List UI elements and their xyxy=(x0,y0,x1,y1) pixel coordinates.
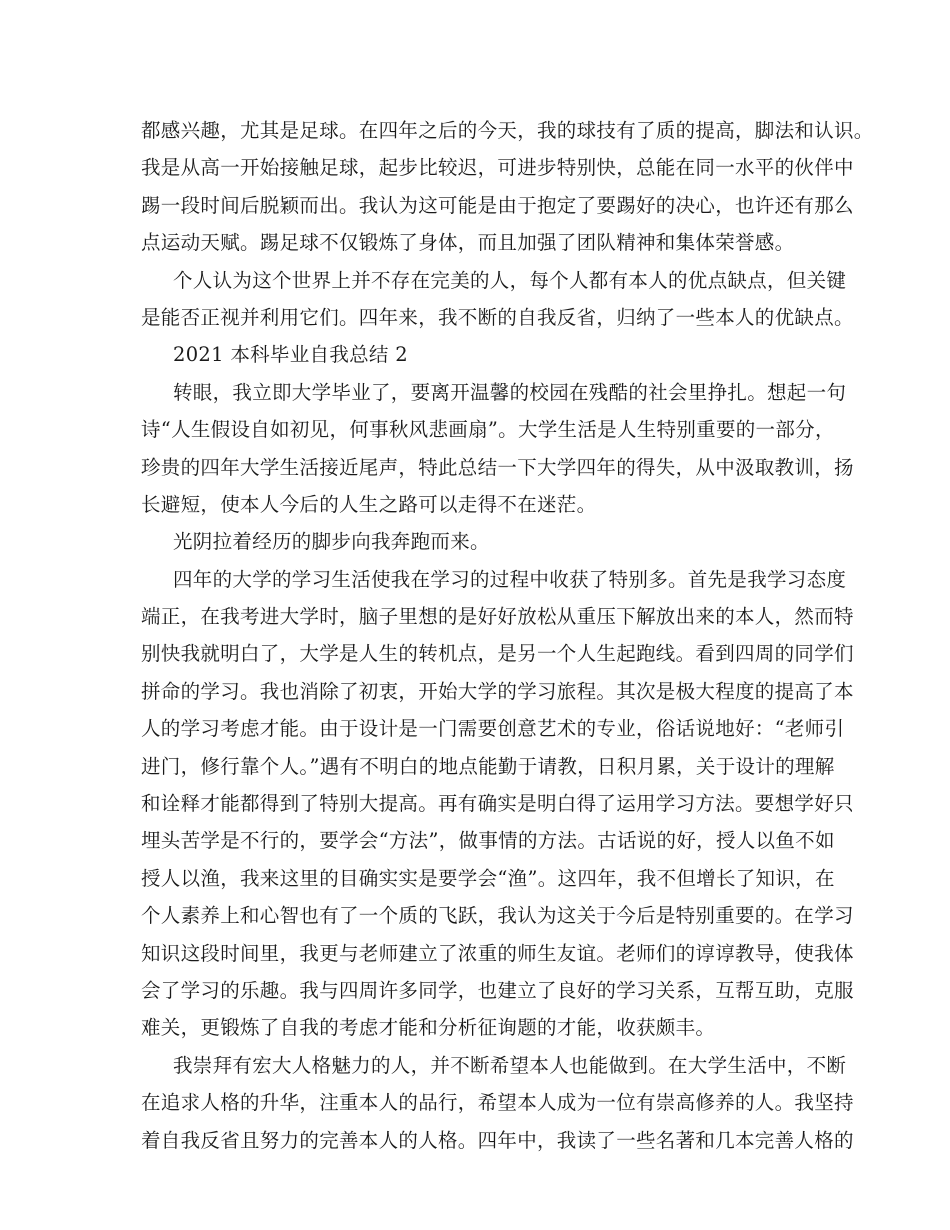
text-line: 在追求人格的升华，注重本人的品行，希望本人成为一位有崇高修养的人。我坚持 xyxy=(141,1091,854,1115)
text-line: 诗“人生假设自如初见，何事秋风悲画扇”。大学生活是人生特别重要的一部分， xyxy=(141,418,835,442)
text-line: 拼命的学习。我也消除了初衷，开始大学的学习旅程。其次是极大程度的提高了本 xyxy=(141,679,854,703)
text-line: 难关，更锻炼了自我的考虑才能和分析征询题的才能，收获颇丰。 xyxy=(141,1016,716,1040)
text-line: 我是从高一开始接触足球，起步比较迟，可进步特别快，总能在同一水平的伙伴中 xyxy=(141,156,854,180)
text-line: 点运动天赋。踢足球不仅锻炼了身体，而且加强了团队精神和集体荣誉感。 xyxy=(141,231,795,255)
text-line: 别快我就明白了，大学是人生的转机点，是另一个人生起跑线。看到四周的同学们 xyxy=(141,642,854,666)
text-line: 光阴拉着经历的脚步向我奔跑而来。 xyxy=(173,530,490,554)
text-line: 是能否正视并利用它们。四年来，我不断的自我反省，归纳了一些本人的优缺点。 xyxy=(141,305,854,329)
text-line: 转眼，我立即大学毕业了，要离开温馨的校园在残酷的社会里挣扎。想起一句 xyxy=(173,380,847,404)
text-line: 2021 本科毕业自我总结 2 xyxy=(173,343,408,367)
text-line: 会了学习的乐趣。我与四周许多同学，也建立了良好的学习关系，互帮互助，克服 xyxy=(141,978,854,1002)
text-line: 端正，在我考进大学时，脑子里想的是好好放松从重压下解放出来的本人，然而特 xyxy=(141,605,854,629)
text-line: 都感兴趣，尤其是足球。在四年之后的今天，我的球技有了质的提高，脚法和认识。 xyxy=(141,119,874,142)
text-line: 个人素养上和心智也有了一个质的飞跃，我认为这关于今后是特别重要的。在学习 xyxy=(141,904,854,928)
text-line: 珍贵的四年大学生活接近尾声，特此总结一下大学四年的得失，从中汲取教训，扬 xyxy=(141,455,854,479)
text-line: 知识这段时间里，我更与老师建立了浓重的师生友谊。老师们的谆谆教导，使我体 xyxy=(141,941,854,965)
text-line: 个人认为这个世界上并不存在完美的人，每个人都有本人的优点缺点，但关键 xyxy=(173,268,847,292)
text-line: 四年的大学的学习生活使我在学习的过程中收获了特别多。首先是我学习态度 xyxy=(173,567,847,591)
text-line: 人的学习考虑才能。由于设计是一门需要创意艺术的专业，俗话说地好：“老师引 xyxy=(141,717,845,741)
text-line: 长避短，使本人今后的人生之路可以走得不在迷茫。 xyxy=(141,492,597,516)
text-line: 踢一段时间后脱颖而出。我认为这可能是由于抱定了要踢好的决心，也许还有那么 xyxy=(141,193,854,217)
text-line: 进门，修行靠个人。”遇有不明白的地点能勤于请教，日积月累，关于设计的理解 xyxy=(141,754,835,778)
text-line: 和诠释才能都得到了特别大提高。再有确实是明白得了运用学习方法。要想学好只 xyxy=(141,792,854,816)
text-line: 我崇拜有宏大人格魅力的人，并不断希望本人也能做到。在大学生活中，不断 xyxy=(173,1053,847,1077)
document-page xyxy=(141,112,874,1159)
text-line: 授人以渔，我来这里的目确实实是要学会“渔”。这四年，我不但增长了知识，在 xyxy=(141,866,835,890)
document-body xyxy=(141,112,874,1159)
text-line: 埋头苦学是不行的，要学会“方法”，做事情的方法。古话说的好，授人以鱼不如 xyxy=(141,829,835,853)
text-line: 着自我反省且努力的完善本人的人格。四年中，我读了一些名著和几本完善人格的 xyxy=(141,1128,854,1152)
